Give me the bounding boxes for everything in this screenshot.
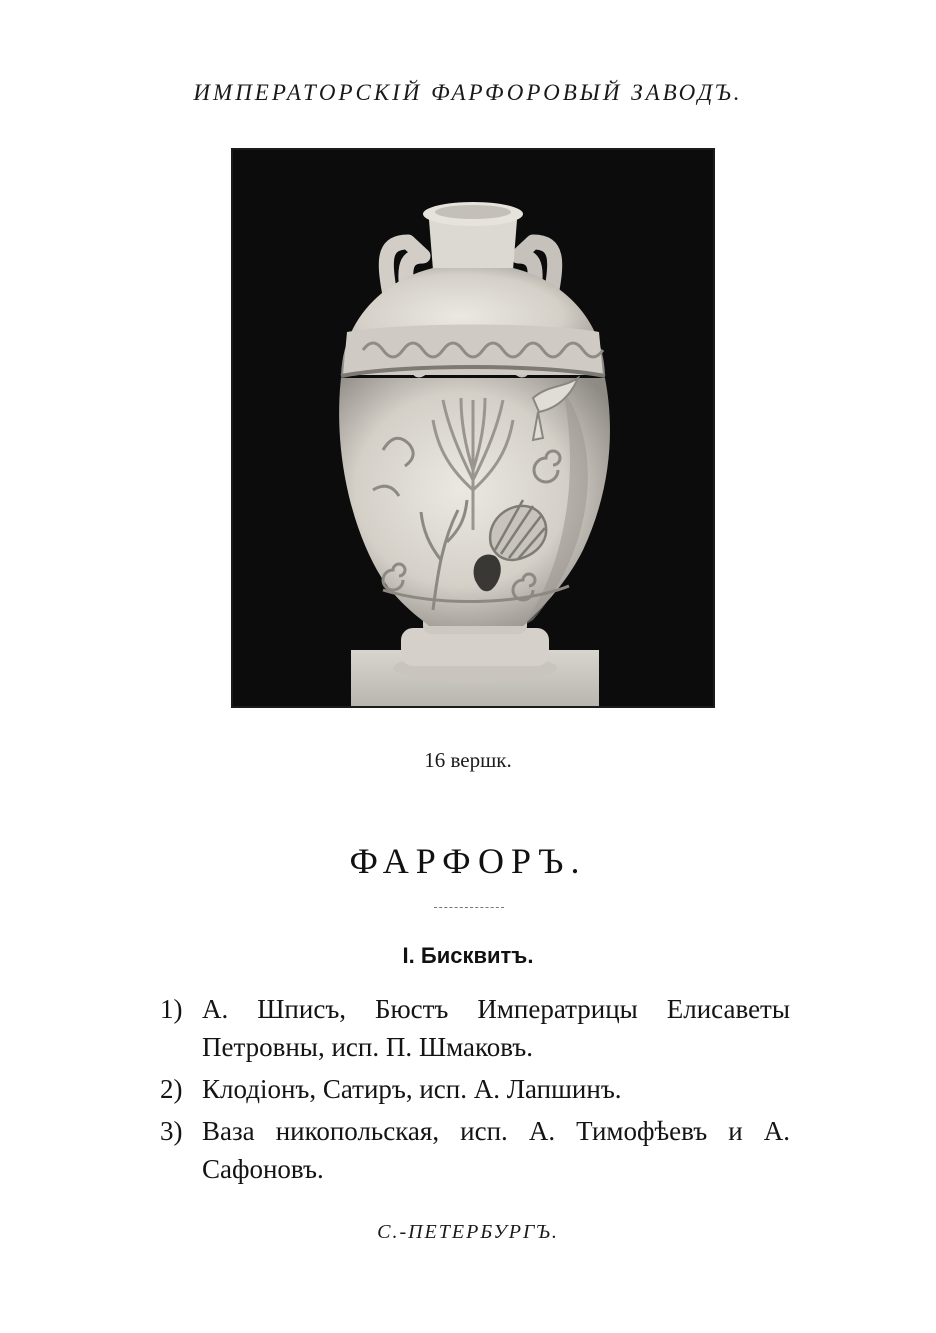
list-item-number: 1)	[160, 994, 183, 1024]
catalogue-list	[160, 990, 790, 1192]
running-header: ИМПЕРАТОРСКІЙ ФАРФОРОВЫЙ ЗАВОДЪ.	[193, 80, 743, 105]
list-item-text: Ваза никопольская, исп. А. Тимофѣевъ и А. Сафоновъ.	[202, 1116, 790, 1184]
list-item-number: 3)	[160, 1116, 183, 1146]
running-footer: С.-ПЕТЕРБУРГЪ.	[377, 1221, 559, 1243]
list-item	[160, 990, 790, 1066]
list-item	[160, 1112, 790, 1188]
vase-photograph	[231, 148, 715, 708]
list-item-number: 2)	[160, 1074, 183, 1104]
section-subtitle: I. Бисквитъ.	[402, 943, 534, 968]
list-item-text: Клодіонъ, Сатиръ, исп. А. Лапшинъ.	[202, 1074, 622, 1104]
list-item	[160, 1070, 790, 1108]
section-title: ФАРФОРЪ.	[349, 841, 587, 881]
divider	[434, 907, 504, 909]
photo-caption: 16 вершк.	[424, 748, 512, 772]
list-item-text: А. Шписъ, Бюстъ Императрицы Елисаветы Петровны, исп. П. Шмаковъ.	[202, 994, 790, 1062]
vase-illustration	[233, 150, 713, 706]
